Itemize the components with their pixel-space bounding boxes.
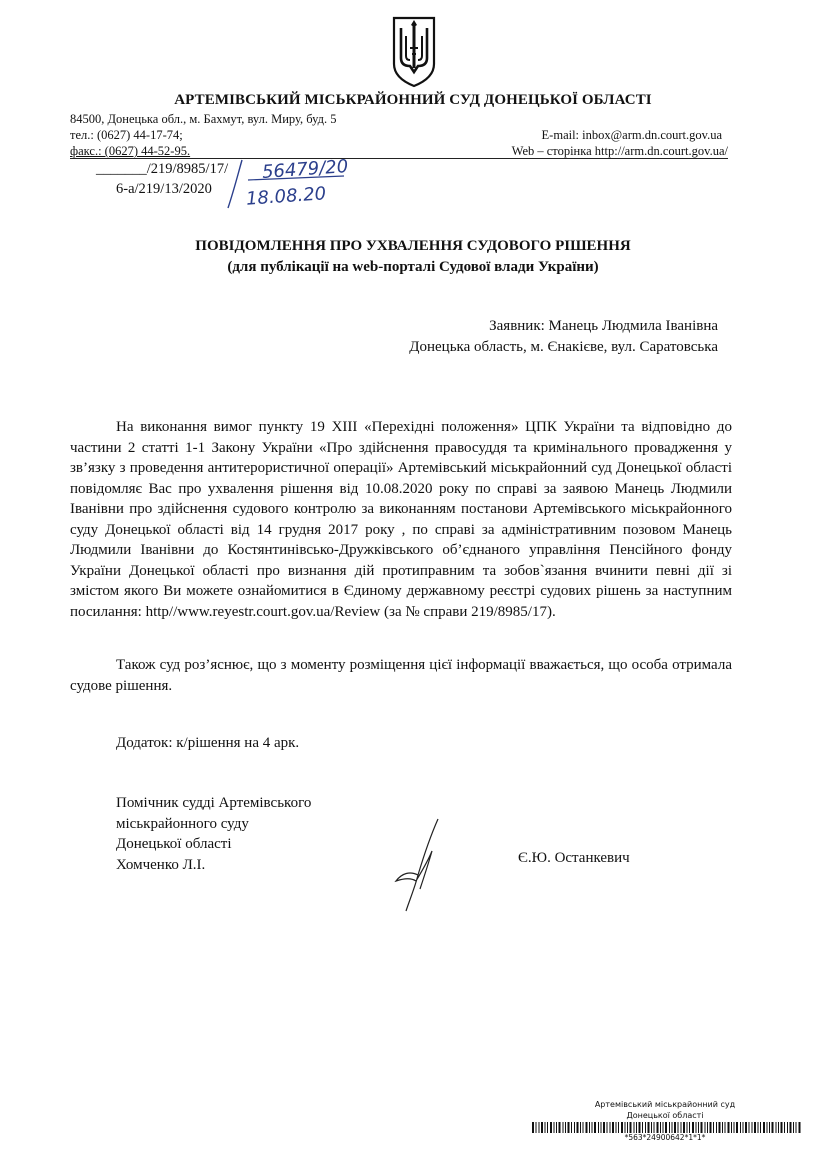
case-reference-1: _______/219/8985/17/ [96,161,229,177]
court-email: E-mail: inbox@arm.dn.court.gov.ua [541,128,722,142]
document-subtitle: (для публікації на web-порталі Судової влади України) [227,259,599,275]
court-fax: факс.: (0627) 44-52-95. [70,144,191,158]
attachment-note: Додаток: к/рішення на 4 арк. [116,735,300,751]
document-title: ПОВІДОМЛЕННЯ ПРО УХВАЛЕННЯ СУДОВОГО РІШЕННЯ [195,238,631,254]
header-divider [70,158,728,159]
signature-position-line: Хомченко Л.І. [116,856,206,873]
handwritten-registration-number: 56479/20 [261,156,349,183]
signature-position [116,793,311,875]
court-website: Web – сторінка http://arm.dn.court.gov.ua/ [511,144,728,158]
body-paragraph-1: На виконання вимог пункту 19 ХІІІ «Перехідні положення» ЦПК України та відповідно до частини 2 статті 1-1 Закону України «Про здійснення правосуддя та кримінального провадження у зв’язку з проведення антитерористичної операції» Артемівський міськрайонний суд Донецької області повідомляє Вас про ухвалення рішення від 10.08.2020 року по справі за заявою Манець Людмили Іванівни про здійснення судового контролю за виконанням постанови Артемівського міськрайонного суду Донецької області від 14 грудня 2017 року , по справі за адміністративним позовом Манець Людмили Іванівни до Костянтинівсько-Дружківського об’єднаного управління Пенсійного фонду України Донецької області про визнання дій протиправним та зобов`язання вчинити певні дії зі змістом якого Ви можете ознайомитися в Єдиному державному реєстрі судових рішень за наступним посилання: http//www.reyestr.court.gov.ua/Review (за № справи 219/8985/17). [70,419,732,620]
signer-name: Є.Ю. Останкевич [518,850,630,866]
barcode [532,1122,802,1133]
case-reference-2: 6-а/219/13/2020 [116,181,212,197]
signature-position-line: Донецької області [116,836,232,852]
footer-court-line: Артемівський міськрайонний суд [594,1100,736,1109]
addressee-name: Заявник: Манець Людмила Іванівна [489,318,718,334]
footer-region-line: Донецької області [626,1111,704,1120]
barcode-text: *563*24900642*1*1* [624,1133,706,1142]
court-address: 84500, Донецька обл., м. Бахмут, вул. Миру, буд. 5 [70,112,337,126]
addressee-address: Донецька область, м. Єнакієве, вул. Саратовська [409,339,718,355]
signature-position-line: міськрайонного суду [116,815,249,832]
body-paragraph-2: Також суд роз’яснює, що з моменту розміщення цієї інформації вважається, що особа отримала судове рішення. [70,657,732,694]
handwritten-signature [388,815,448,915]
court-phone: тел.: (0627) 44-17-74; [70,128,183,142]
signature-position-line: Помічник судді Артемівського [116,795,312,811]
court-name-heading: АРТЕМІВСЬКИЙ МІСЬКРАЙОННИЙ СУД ДОНЕЦЬКОЇ ОБЛАСТІ [174,92,652,108]
handwritten-registration-date: 18.08.20 [245,183,327,210]
coat-of-arms-trident-icon [388,14,440,88]
